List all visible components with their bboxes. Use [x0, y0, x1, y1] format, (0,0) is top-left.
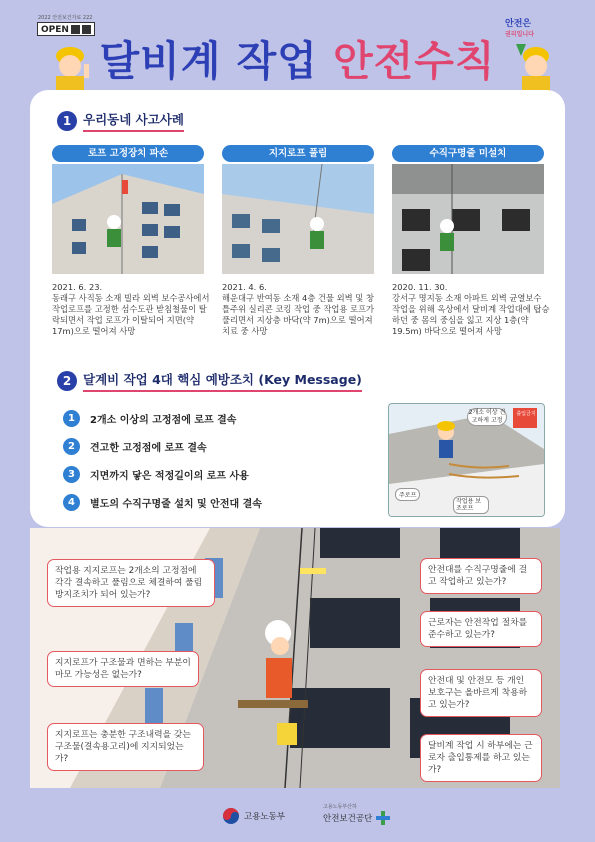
- accident-illustration-1: [52, 164, 204, 274]
- case-label-3: 수직구명줄 미설치: [392, 145, 544, 162]
- case-label-2: 지지로프 풀림: [222, 145, 374, 162]
- accident-illustration-3: [392, 164, 544, 274]
- checklist-scene: [30, 528, 560, 788]
- checklist-question-right-2: 근로자는 안전작업 절차를 준수하고 있는가?: [420, 611, 542, 647]
- taegeuk-icon: [222, 807, 240, 825]
- key-message-list: [63, 409, 262, 511]
- case-desc-1: 동래구 사직동 소재 빌라 외벽 보수공사에서 작업로프를 고정한 섬수도관 받침철물이 탈락되면서 작업 로프가 이탈되어 지면(약 17m)으로 떨어져 사망: [52, 293, 210, 336]
- no-entry-sign: 출입금지: [516, 411, 536, 417]
- checklist-question-right-1: 안전대를 수직구명줄에 걸고 작업하고 있는가?: [420, 558, 542, 594]
- page-title: 달비계 작업 안전수칙: [99, 37, 496, 85]
- key-message-item: 3 지면까지 닿은 적정길이의 로프 사용: [63, 465, 262, 483]
- section2-title: 달계비 작업 4대 핵심 예방조치 (Key Message): [83, 370, 362, 392]
- checklist-question-right-4: 달비계 작업 시 하부에는 근로자 출입통제를 하고 있는가?: [420, 734, 542, 782]
- section1-header: [57, 110, 184, 132]
- case-desc-2: 해운대구 반여동 소재 4층 건물 외벽 및 창틀주위 실리콘 코킹 작업 중 작업용 로프가 풀리면서 지상층 바닥(약 7m)으로 떨어져 치료 중 사망: [222, 293, 375, 336]
- section2-header: [57, 370, 362, 392]
- worker-character-right: [510, 42, 556, 97]
- rope-anchoring-illustration: [388, 403, 545, 517]
- aux-rope-label: 작업용 보조로프: [453, 496, 489, 514]
- ministry-logo: 고용노동부: [222, 807, 285, 825]
- safety-rights-logo: 안전은 권리입니다: [505, 19, 534, 38]
- kosha-logo: 고용노동부산하 안전보건공단: [323, 803, 391, 826]
- case-date-3: 2020. 11. 30.: [392, 282, 448, 292]
- open-license-logo: OPEN: [37, 22, 95, 36]
- case-desc-3: 강서구 명지동 소재 아파트 외벽 균열보수 작업을 위해 옥상에서 달비계 작업대에 탑승하던 중 몸의 중심을 잃고 지상 1층(약 19.5m) 바닥으로 떨어져 사망: [392, 293, 550, 336]
- section1-title: 우리동네 사고사례: [83, 110, 184, 132]
- accident-illustration-2: [222, 164, 374, 274]
- checklist-question-left-2: 지지로프가 구조물과 면하는 부분이 마모 가능성은 없는가?: [47, 651, 199, 687]
- key-message-item: 2 견고한 고정점에 로프 결속: [63, 437, 262, 455]
- checklist-question-right-3: 안전대 및 안전모 등 개인 보호구는 올바르게 착용하고 있는가?: [420, 669, 542, 717]
- checklist-question-left-1: 작업용 지지로프는 2개소의 고정점에 각각 결속하고 풀림으로 체결하여 풀림 방지조치가 되어 있는가?: [47, 559, 215, 607]
- checklist-question-left-3: 지지로프는 충분한 구조내력을 갖는 구조물(결속용고리)에 지지되었는가?: [47, 723, 204, 771]
- anchor-speech-bubble: 2개소 이상 견고하게 고정: [468, 409, 506, 424]
- main-rope-label: 주로프: [395, 488, 420, 501]
- case-label-1: 로프 고정장치 파손: [52, 145, 204, 162]
- key-message-item: 4 별도의 수직구명줄 설치 및 안전대 결속: [63, 493, 262, 511]
- key-message-item: 1 2개소 이상의 고정점에 로프 결속: [63, 409, 262, 427]
- case-date-1: 2021. 6. 23.: [52, 282, 103, 292]
- publication-tag: 2022 안전보건자료 222: [38, 15, 93, 21]
- section1-number: 1: [57, 111, 77, 131]
- section2-number: 2: [57, 371, 77, 391]
- kosha-cross-icon: [375, 810, 391, 826]
- case-date-2: 2021. 4. 6.: [222, 282, 267, 292]
